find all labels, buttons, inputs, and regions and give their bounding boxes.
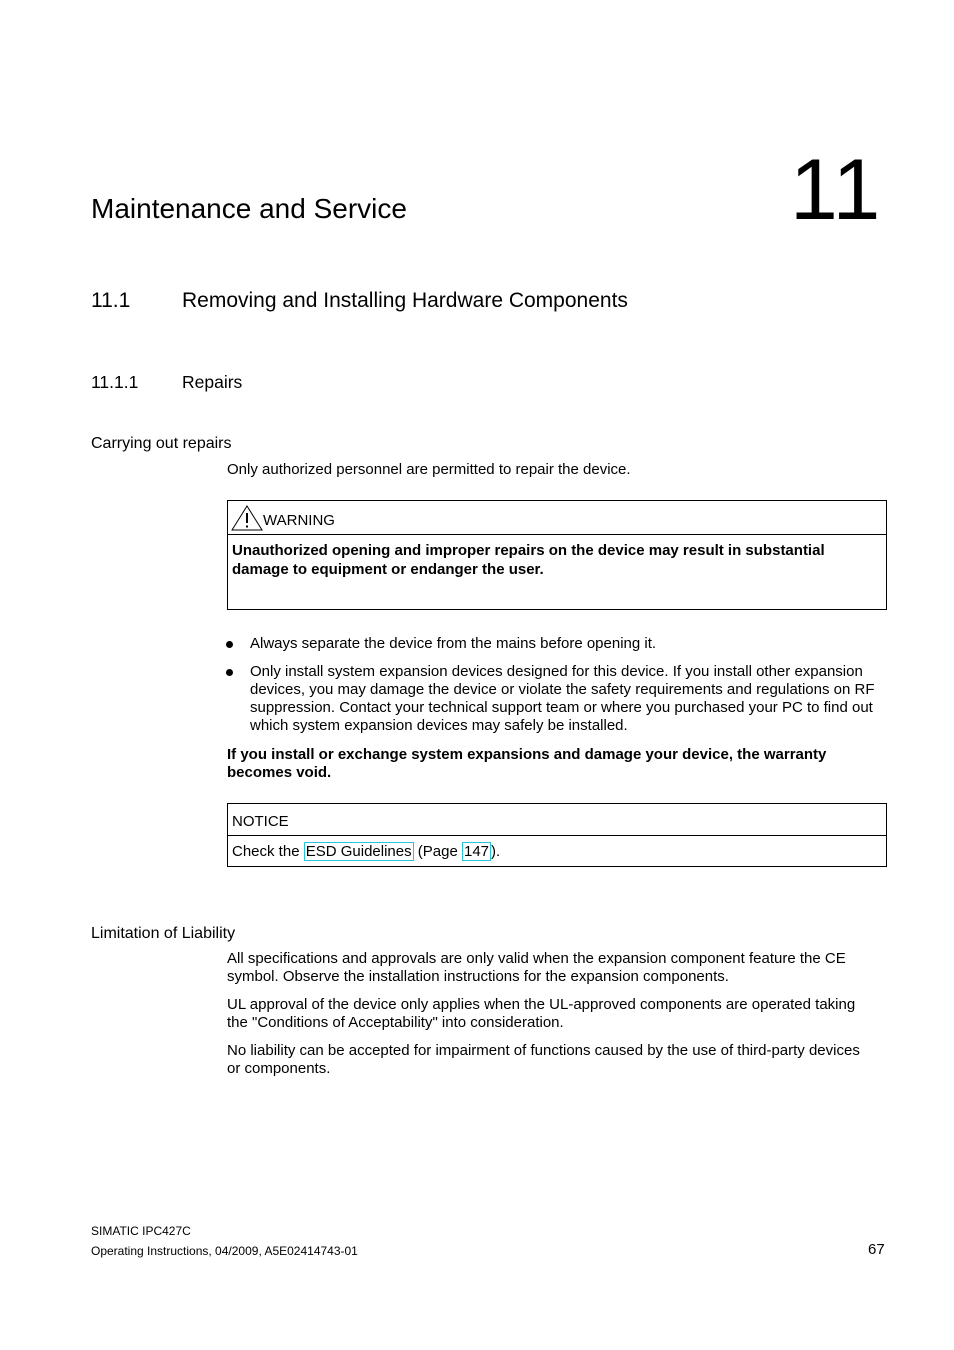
- section-number: 11.1: [91, 289, 131, 312]
- esd-guidelines-link[interactable]: ESD Guidelines: [305, 843, 412, 860]
- notice-label: NOTICE: [232, 813, 289, 830]
- subsection-number: 11.1.1: [91, 372, 139, 392]
- carrying-out-repairs-heading: Carrying out repairs: [91, 435, 232, 452]
- bullet-text: Always separate the device from the mains before opening it.: [250, 635, 657, 652]
- repairs-intro-text: Only authorized personnel are permitted to repair the device.: [227, 461, 631, 478]
- warranty-note: If you install or exchange system expansions and damage your device, the warranty becomes void.: [227, 746, 827, 781]
- chapter-title: Maintenance and Service: [91, 193, 407, 224]
- notice-box: [227, 803, 887, 867]
- warning-header: [228, 501, 886, 535]
- limitation-heading: Limitation of Liability: [91, 925, 236, 942]
- warning-box: [227, 500, 887, 610]
- footer-doc-info: Operating Instructions, 04/2009, A5E02414743-01: [91, 1244, 358, 1258]
- notice-middle: (Page: [413, 843, 462, 860]
- subsection-title: Repairs: [182, 372, 243, 392]
- notice-prefix: Check the: [232, 843, 304, 860]
- list-item: [250, 663, 880, 735]
- limitation-paragraph-2: UL approval of the device only applies when the UL-approved components are operated taking the "Conditions of Acceptability" into consideration.: [227, 996, 856, 1031]
- chapter-number: 11: [790, 142, 882, 238]
- notice-header: [228, 804, 886, 836]
- bullet-icon: [226, 669, 233, 676]
- limitation-paragraph-1: All specifications and approvals are only valid when the expansion component feature the CE symbol. Observe the installation instructions for the expansion components.: [227, 950, 846, 985]
- notice-text: [228, 836, 886, 865]
- warning-triangle-icon: [231, 505, 263, 531]
- limitation-paragraph-3: No liability can be accepted for impairment of functions caused by the use of third-party devices or components.: [227, 1042, 860, 1077]
- section-title: Removing and Installing Hardware Components: [182, 289, 628, 312]
- list-item: [250, 635, 890, 653]
- bullet-text: Only install system expansion devices designed for this device. If you install other expansion devices, you may damage the device or violate the safety requirements and regulations on RF suppression. Contact your technical support team or where you purchased your PC to find out which system expansion devices may safely be installed.: [250, 663, 875, 734]
- bullet-icon: [226, 641, 233, 648]
- warning-label: WARNING: [263, 512, 335, 529]
- warning-text: Unauthorized opening and improper repairs on the device may result in substantial damage to equipment or endanger the user.: [232, 542, 825, 578]
- notice-suffix: ).: [491, 843, 501, 860]
- footer-product: SIMATIC IPC427C: [91, 1224, 191, 1238]
- page-number: 67: [868, 1241, 885, 1258]
- page-147-link[interactable]: 147: [463, 843, 490, 860]
